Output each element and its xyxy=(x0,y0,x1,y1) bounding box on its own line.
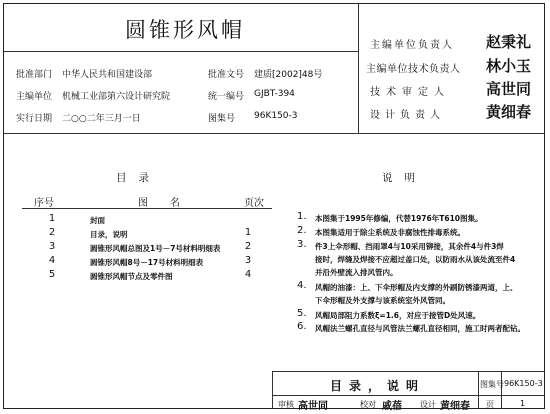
note-num-6: 6. xyxy=(297,321,307,332)
toc-page-3: 2 xyxy=(244,241,252,252)
signature-4: 黄细春 xyxy=(486,103,532,121)
title-block-atlas-no: 96K150-3 xyxy=(504,379,543,388)
check-signature: 戚蓓 xyxy=(382,401,402,412)
header-divider xyxy=(358,3,359,133)
note-num-3: 3. xyxy=(297,239,307,250)
note-3-line-3: 并沿外壁流入排风管内。 xyxy=(315,268,398,277)
impl-date: 二○○二年三月一日 xyxy=(62,114,141,124)
toc-page-5: 4 xyxy=(244,269,252,280)
atlas-no: 96K150-3 xyxy=(254,111,298,121)
approve-doc: 建质[2002]48号 xyxy=(254,70,323,80)
title-block-divider-2 xyxy=(501,371,502,409)
note-3-line-2: 接时，焊缝及焊接不应超过盖口处，以防雨水从该处流至件4 xyxy=(315,255,516,264)
editor-unit-label: 主编单位 xyxy=(16,92,53,102)
note-4-line-2: 下伞形帽及外支撑与该系统室外风管同。 xyxy=(315,296,450,305)
signature-label-3: 技术审定人 xyxy=(370,87,450,98)
note-6-line-1: 风帽法兰螺孔直径与风管法兰螺孔直径相同，施工时两者配钻。 xyxy=(315,324,525,333)
signature-3: 高世同 xyxy=(486,80,532,98)
toc-seq-3: 3 xyxy=(48,241,56,252)
toc-page-4: 3 xyxy=(244,255,252,266)
note-4-line-1: 风帽的油漆：上、下伞形帽及内支撑的外刷防锈漆两道，上、 xyxy=(315,283,518,292)
toc-col-name: 图名 xyxy=(138,198,202,209)
toc-seq-5: 5 xyxy=(48,269,56,280)
toc-page-2: 1 xyxy=(244,227,252,238)
toc-col-page: 页次 xyxy=(244,198,264,209)
page-number: 1 xyxy=(520,399,526,408)
drawing-frame xyxy=(3,3,545,409)
note-num-4: 4. xyxy=(297,280,307,291)
notes-title: 说明 xyxy=(382,172,427,184)
audit-signature: 高世同 xyxy=(298,401,328,412)
toc-seq-4: 4 xyxy=(48,255,56,266)
header-bottom-rule xyxy=(3,133,545,134)
toc-name-5: 圆锥形风帽节点及零件图 xyxy=(90,272,173,281)
drawing-title: 目录，说明 xyxy=(330,379,426,393)
note-2-line-1: 本图集适用于除尘系统及非腐蚀性排毒系统。 xyxy=(315,228,465,237)
signature-label-1: 主编单位负责人 xyxy=(370,40,454,51)
editor-unit: 机械工业部第六设计研究院 xyxy=(62,92,171,102)
title-block-mid-rule xyxy=(272,395,545,396)
note-num-2: 2. xyxy=(297,225,307,236)
signature-1: 赵秉礼 xyxy=(486,33,532,51)
unified-no-label: 统一编号 xyxy=(208,92,245,102)
approve-doc-label: 批准文号 xyxy=(208,70,245,80)
atlas-no-label: 图集号 xyxy=(208,114,236,124)
title-block-top-rule xyxy=(272,371,545,372)
page-label: 页 xyxy=(486,400,494,409)
note-3-line-1: 件3上伞形帽、挡雨罩4与10采用铆接，其余件4与件3焊 xyxy=(315,242,504,251)
note-num-5: 5. xyxy=(297,308,307,319)
toc-name-1: 封面 xyxy=(90,216,105,225)
approve-dept-label: 批准部门 xyxy=(16,70,53,80)
check-label: 校对 xyxy=(360,400,376,409)
toc-title: 目录 xyxy=(116,172,161,184)
title-block-divider-1 xyxy=(478,371,479,409)
note-num-1: 1. xyxy=(297,211,307,222)
toc-name-3: 圆锥形风帽总图及1号－7号材料明细表 xyxy=(90,244,221,253)
signature-label-2: 主编单位技术负责人 xyxy=(366,64,461,75)
page-title: 圆锥形风帽 xyxy=(125,18,245,42)
approve-dept: 中华人民共和国建设部 xyxy=(62,70,153,80)
audit-label: 审核 xyxy=(278,400,294,409)
toc-seq-1: 1 xyxy=(48,213,56,224)
signature-2: 林小玉 xyxy=(486,57,532,75)
signature-label-4: 设计负责人 xyxy=(370,110,445,121)
design-signature: 黄细春 xyxy=(440,401,470,412)
unified-no: GJBT-394 xyxy=(254,89,295,99)
title-block-left-rule xyxy=(272,371,273,409)
toc-name-2: 目录，说明 xyxy=(90,230,128,239)
toc-col-seq: 序号 xyxy=(34,198,54,209)
toc-name-4: 圆锥形风帽8号－17号材料明细表 xyxy=(90,258,204,267)
toc-header-rule xyxy=(22,208,272,209)
note-1-line-1: 本图集于1995年修编，代替1976年T610图集。 xyxy=(315,214,483,223)
note-5-line-1: 风帽局部阻力系数ξ=1.6，对应于接管D处风速。 xyxy=(315,311,481,320)
impl-date-label: 实行日期 xyxy=(16,114,53,124)
toc-seq-2: 2 xyxy=(48,227,56,238)
title-block-atlas-label: 图集号 xyxy=(480,380,504,389)
header-rule xyxy=(3,51,358,52)
design-label: 设计 xyxy=(420,400,436,409)
